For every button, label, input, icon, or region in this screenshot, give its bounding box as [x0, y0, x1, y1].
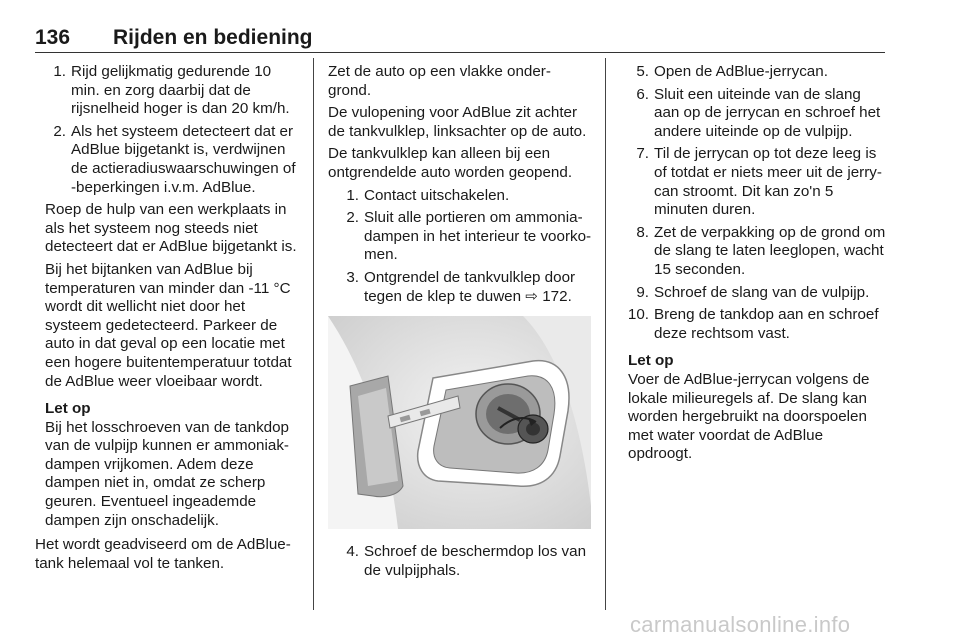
- paragraph: De tankvulklep kan alleen bij een ontgrendelde auto worden geopend.: [328, 145, 573, 181]
- list-item: [618, 306, 886, 343]
- page-header: [35, 26, 885, 53]
- list-number: 6.: [636, 85, 649, 103]
- list-item: [35, 123, 300, 197]
- list-item: [328, 209, 593, 265]
- note-text: Voer de AdBlue-jerrycan volgens de lokale milieuregels af. De slang kan worden hergebruikt na doorspoelen met water voordat de AdBlue opdroogt.: [628, 370, 870, 463]
- list-text: Rijd gelijkmatig gedurende 10 min. en zorg daarbij dat de rijsnelheid hoger is dan 20 km/h.: [71, 63, 290, 118]
- list-text: Open de AdBlue-jerrycan.: [654, 63, 828, 80]
- note-box: [45, 400, 300, 530]
- paragraph: De vulopening voor AdBlue zit achter de tankvulklep, linksachter op de auto.: [328, 104, 587, 140]
- column-divider: [605, 58, 606, 610]
- list-item: [35, 63, 300, 119]
- list-text: Sluit alle portieren om ammonia-dampen in het interieur te voorko-men.: [364, 209, 592, 264]
- list-text: Til de jerrycan op tot deze leeg is of totdat er niets meer uit de jerry-can stroomt. Dit kan zo'n 5 minuten duren.: [654, 145, 882, 219]
- watermark: carmanualsonline.info: [630, 612, 851, 637]
- column-left: [35, 63, 300, 577]
- list-text: Sluit een uiteinde van de slang aan op de jerrycan en schroef het andere uiteinde op de vulpijp.: [654, 85, 881, 140]
- list-item: [618, 145, 886, 219]
- list-number: 9.: [636, 283, 649, 301]
- list-text: Ontgrendel de tankvulklep door tegen de klep te duwen ⇨ 172.: [364, 268, 576, 305]
- list-text: Zet de verpakking op de grond om de slang te laten leeglopen, wacht 15 seconden.: [654, 223, 886, 278]
- page-title: Rijden en bediening: [113, 26, 313, 49]
- list-number: 1.: [346, 186, 359, 204]
- list-text: Breng de tankdop aan en schroef deze rechtsom vast.: [654, 306, 879, 342]
- paragraph: Roep de hulp van een werkplaats in als het systeem nog steeds niet detecteert dat er AdBlue bijgetankt is.: [45, 201, 297, 256]
- fuel-flap-illustration: [328, 316, 591, 529]
- list-item: [618, 86, 886, 142]
- list-number: 4.: [346, 543, 359, 561]
- list-number: 2.: [346, 209, 359, 227]
- list-text: Als het systeem detecteert dat er AdBlue bijgetankt is, verdwijnen de actieradiuswaarschuwingen of -beperkingen i.v.m. AdBlue.: [71, 122, 296, 196]
- note-box: [628, 352, 886, 464]
- column-middle: [328, 63, 593, 584]
- list-number: 5.: [636, 63, 649, 80]
- column-right: [618, 63, 886, 464]
- list-number: 7.: [636, 145, 649, 163]
- list-item: [328, 187, 593, 206]
- list-item: [618, 224, 886, 280]
- list-text: Contact uitschakelen.: [364, 186, 510, 204]
- list-item: [328, 543, 593, 580]
- note-title: Let op: [45, 400, 91, 418]
- page-number: 136: [35, 26, 71, 49]
- list-number: 10.: [627, 306, 649, 324]
- note-text: Bij het losschroeven van de tankdop van de vulpijp kunnen er ammoniak-dampen vrijkomen. Adem deze dampen niet in, omdat ze scherp geuren. Eventueel ingeademde dampen zijn onschadelijk.: [45, 418, 290, 529]
- list-number: 1.: [53, 63, 66, 80]
- list-item: [618, 284, 886, 303]
- note-title: Let op: [628, 352, 674, 370]
- list-text: Schroef de slang van de vulpijp.: [654, 283, 870, 301]
- list-number: 8.: [636, 223, 649, 241]
- paragraph: Zet de auto op een vlakke onder-grond.: [328, 63, 551, 99]
- column-divider: [313, 58, 314, 610]
- list-number: 2.: [53, 122, 66, 140]
- list-item: [328, 269, 593, 306]
- paragraph: Bij het bijtanken van AdBlue bij temperaturen van minder dan -11 °C wordt dit wellicht niet door het systeem gedetecteerd. Parkeer de auto in dat geval op een locatie met een hogere buitentemperatuur totdat de AdBlue weer vloeibaar wordt.: [45, 260, 292, 390]
- list-text: Schroef de beschermdop los van de vulpijphals.: [364, 543, 587, 579]
- paragraph: Het wordt geadviseerd om de AdBlue-tank helemaal vol te tanken.: [35, 536, 291, 572]
- list-item: [618, 63, 886, 82]
- list-number: 3.: [346, 268, 359, 286]
- fuel-flap-drawing: [328, 316, 591, 529]
